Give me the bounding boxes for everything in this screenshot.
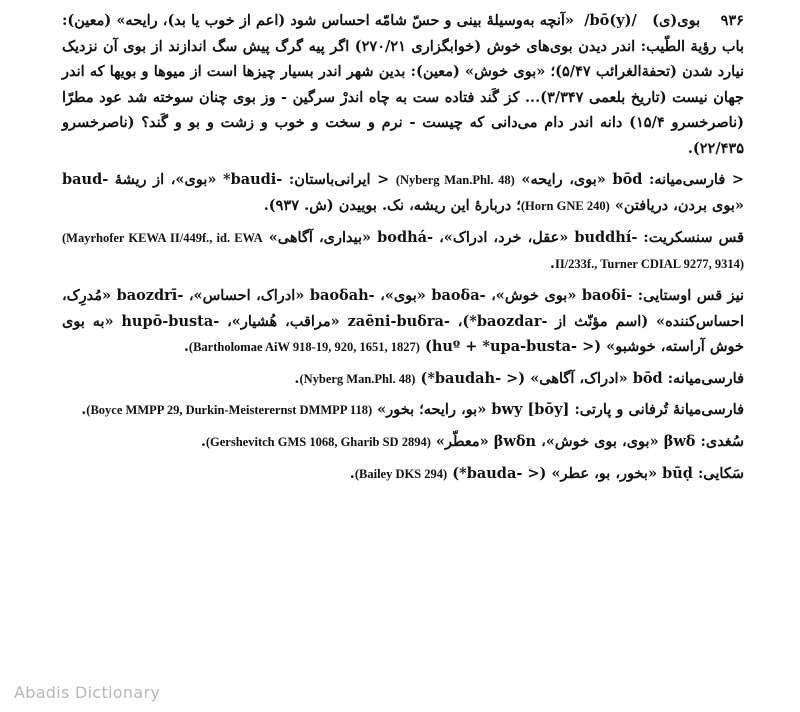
etymology-avestan (62, 283, 744, 361)
etym-form: *baozdar- (469, 312, 548, 330)
etymology-middle-persian-2 (62, 366, 744, 393)
etym-text: )، (449, 312, 470, 330)
etym-form: baozdrī- (116, 286, 184, 304)
etym-reference: (Nyberg Man.Phl. 48) (299, 371, 416, 386)
etym-reference: (Horn GNE 240) (520, 199, 610, 214)
etym-form: hupō-busta- (121, 312, 220, 330)
etym-text: «بو، رایحه؛ بخور» (372, 401, 492, 419)
etym-text: . (183, 338, 189, 356)
etym-text: «ادراک، آگاهی» (< (501, 369, 633, 387)
etym-text: ) (447, 464, 460, 482)
etym-text: نیز قس اوستایی: (632, 286, 745, 304)
etym-text: . (549, 255, 555, 273)
etym-form: bodhá- (377, 228, 434, 246)
etymology-sogdian (62, 429, 744, 456)
etym-text: فارسی‌میانهٔ تُرفانی و پارتی: (569, 401, 744, 419)
etym-text: «عقل، خرد، ادراک»، (433, 228, 575, 246)
etym-form: huº + *upa-busta- (431, 338, 578, 356)
definition-text: «آنچه به‌وسیلهٔ بینی و حسّ شامّه احساس شود (اعم از خوب یا بد)، رایحه» (معین): باب رؤیة الطّیب: اندر دیدن بوی‌های خوش (خوابگزاری ۲۷۰/۲۱) اگر پیه گرگ پیش سگ اندازند از بوی آن نزدیک نیارد شدن (تحفة‌الغرائب ۵/۴۷)؛ «بوی خوش» (معین): بدین شهر اندر بسیار چیزها است از میوها و بویها که اندر جهان نیست (تاریخ بلعمی ۳/۳۴۷)... کز گَند فتاده ست به چاه اندرْ سرگین - وز بوی چنان سوخته شد عود مطرّا (ناصرخسرو ۱۵/۴) دانه اندر دام می‌دانی که چیست - نرم و سخت و خوب و زشت و بو و گَند؟ (ناصرخسرو ۲۲/۴۳۵). (62, 12, 744, 157)
etymology-manichaean-parthian (62, 397, 744, 424)
etym-text: «بوی، رایحه» (514, 170, 613, 188)
etym-form: βwδn (493, 432, 537, 450)
etym-form: baoδah- (309, 286, 375, 304)
dictionary-entry (62, 8, 744, 487)
etym-form: zaēni-buδra- (347, 312, 450, 330)
etym-text: قس سنسکریت: (637, 228, 744, 246)
etymology-khotanese (62, 461, 744, 488)
etym-text: «به بوی خوش آراسته، خوشبو» (< (62, 312, 744, 356)
etym-text: «بوی، بوی خوش»، (536, 432, 664, 450)
etym-form: bwy [bōy] (491, 401, 570, 419)
etym-text: «بخور، بو، عطر» (< (522, 464, 663, 482)
etym-form: baud- (62, 170, 109, 188)
etym-reference: (Gershevitch GMS 1068, Gharib SD 2894) (205, 434, 431, 449)
etym-text: «معطّر» (430, 432, 494, 450)
etym-text: «بیداری، آگاهی» (262, 228, 378, 246)
etym-text: < فارسی‌میانه: (642, 170, 744, 188)
etym-text: سُغدی: (695, 432, 744, 450)
etym-reference: (Bartholomae AiW 918-19, 920, 1651, 1827) (188, 340, 420, 355)
etym-text: سَکایی: (692, 464, 744, 482)
etym-form: baoδi- (581, 286, 633, 304)
etym-form: buddhí- (574, 228, 638, 246)
etym-text: «ادراک، احساس»، (183, 286, 310, 304)
etym-reference: (Nyberg Man.Phl. 48) (395, 172, 515, 187)
etym-form: βwδ (663, 432, 696, 450)
etym-text: . (200, 432, 206, 450)
etym-text: ) (419, 338, 432, 356)
etym-form: bōd (632, 369, 663, 387)
site-watermark: Abadis Dictionary (14, 683, 161, 702)
etym-text: < ایرانی‌باستان: (282, 170, 396, 188)
etym-form: baoδa- (431, 286, 486, 304)
headword: بوی(ی) (652, 12, 701, 29)
etym-reference: (Boyce MMPP 29, Durkin-Meisterernst DMMPP 118) (86, 403, 373, 418)
entry-number: ۹۳۶ (720, 12, 744, 29)
etym-text: . (81, 401, 87, 419)
etym-text: «بوی»، (374, 286, 432, 304)
transcription: /bō(y)/ (584, 12, 637, 29)
entry-definition-paragraph (62, 8, 744, 162)
etym-reference: (Bailey DKS 294) (354, 466, 448, 481)
etym-reference: (Mayrhofer KEWA II/449f., id. EWA II/233f., Turner CDIAL 9277, 9314) (62, 230, 744, 272)
etym-text: ؛ دربارهٔ این ریشه، نک. بوییدن (ش. ۹۳۷). (263, 197, 521, 215)
etym-text: «مراقب، هُشیار»، (219, 312, 348, 330)
etym-text: «بوی خوش»، (485, 286, 582, 304)
etymology-middle-persian (62, 167, 744, 220)
etym-text: ) (415, 369, 428, 387)
etym-form: *baudi- (223, 170, 283, 188)
etym-text: فارسی‌میانه: (662, 369, 744, 387)
etym-text: «بوی»، از ریشهٔ (108, 170, 223, 188)
etym-text: . (294, 369, 300, 387)
etymology-sanskrit (62, 225, 744, 278)
etym-form: *baudah- (427, 369, 502, 387)
etym-form: būḍ (662, 464, 693, 482)
etym-form: bōd (612, 170, 643, 188)
etym-text: «مُدرِک، احساس‌کننده» (اسم مؤنّث از (62, 286, 744, 330)
etym-text: «بوی بردن، دریافتن» (609, 197, 744, 215)
etym-text: . (349, 464, 355, 482)
etym-form: *bauda- (459, 464, 523, 482)
